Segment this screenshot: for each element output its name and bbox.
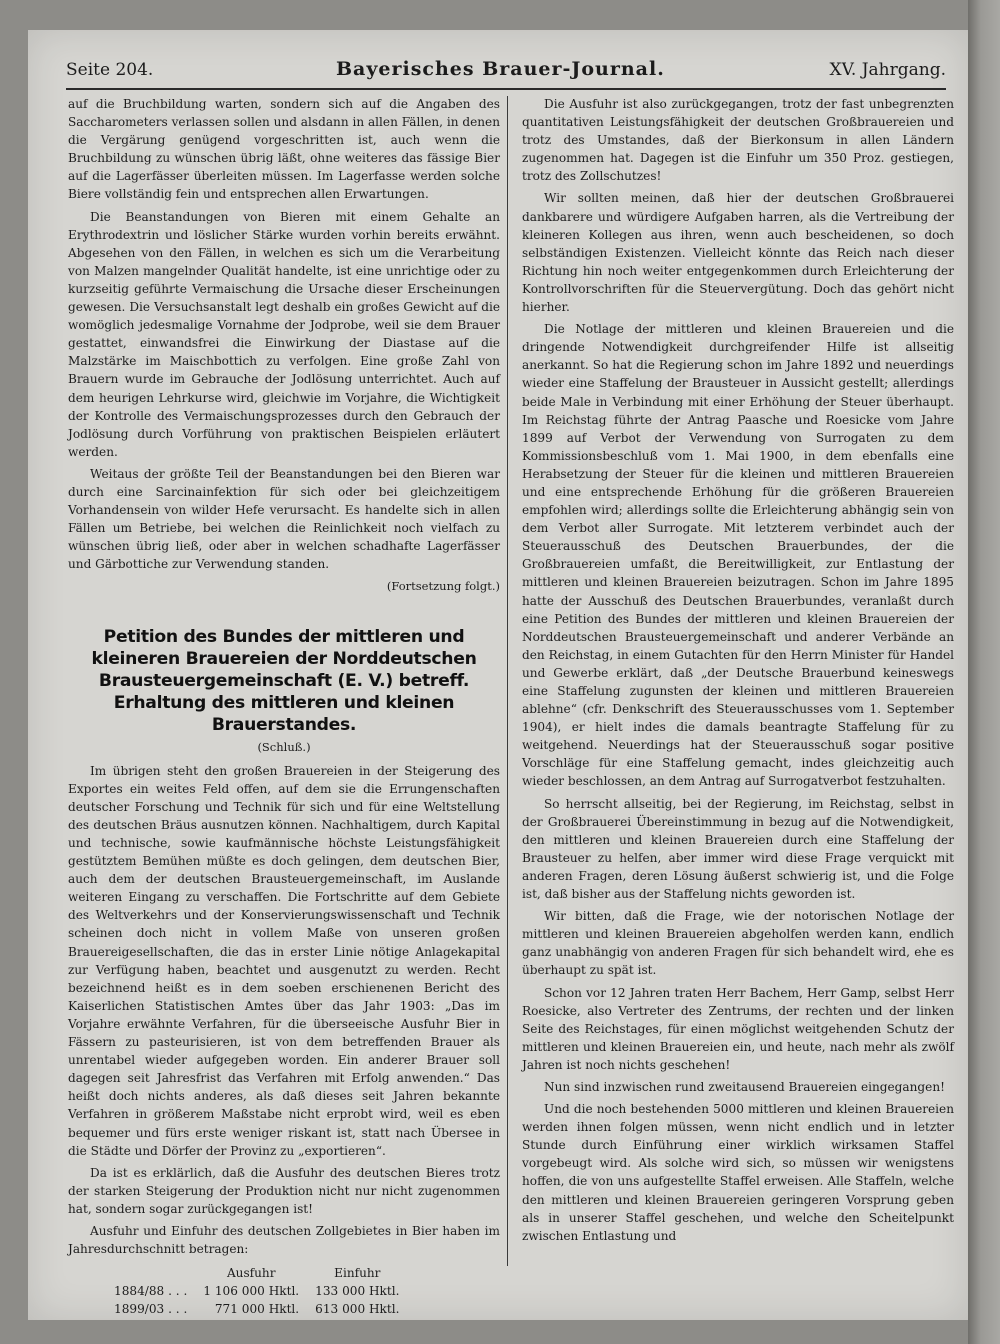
paragraph: Weitaus der größte Teil der Beanstandungen bei den Bieren war durch eine Sarcinainfektion für sich oder bei gleichzeitigem Vorhandensein von wilder Hefe verursacht. Es handelte sich in allen Fällen um Betriebe, bei welchen die Reinlichkeit noch vielfach zu wünschen übrig ließ, oder aber in welchen schadhafte Lagerfässer und Gärbottiche zur Verwendung standen. — [68, 466, 500, 572]
volume-label: XV. Jahrgang. — [829, 60, 946, 80]
table-row — [106, 1300, 407, 1318]
table-header: Ausfuhr — [226, 1266, 276, 1281]
period-cell: 1899/03 . . . — [114, 1302, 188, 1317]
conclusion-note: (Schluß.) — [257, 739, 311, 754]
article-title: Petition des Bundes der mittleren und kleineren Brauereien der Norddeutschen Brausteuergemeinschaft (E. V.) betreff. Erhaltung des mittleren und kleinen Brauerstandes. — [91, 626, 477, 735]
table-header-row — [106, 1264, 407, 1282]
page-number: Seite 204. — [66, 60, 154, 80]
paragraph: Wir sollten meinen, daß hier der deutschen Großbrauerei dankbarere und würdigere Aufgaben harren, als die Vertreibung der kleineren Kollegen aus ihren, wenn auch bescheidenen, so doch selbständigen Existenzen. Vielleicht könnte das Reich nach dieser Richtung hin noch weiter entgegenkommen durch Erleichterung der Kontrollvorschriften für die Steuervergütung. Doch das gehört nicht hierher. — [522, 191, 954, 315]
period-cell: 1884/88 . . . — [114, 1284, 188, 1299]
beer-trade-table — [106, 1264, 407, 1318]
continued-note: (Fortsetzung folgt.) — [386, 579, 500, 594]
journal-title: Bayerisches Brauer-Journal. — [336, 58, 665, 80]
page-header — [66, 56, 946, 86]
paragraph: Und die noch bestehenden 5000 mittleren und kleinen Brauereien werden ihnen folgen müssen, wenn nicht endlich und in letzter Stunde durch Einführung einer wirklich wirksamen Staffel vorgebeugt wird. Als solche wird sich, so müssen wir wenigstens hoffen, die von uns aufgestellte Staffel erweisen. Alle Staffeln, welche den mittleren und kleinen Brauereien geringeren Vorsprung geben als in unserer Staffel geschehen, und welche den Scheitelpunkt zwischen Entlastung und — [522, 1102, 954, 1243]
header-rule — [66, 88, 946, 90]
paragraph: Wir bitten, daß die Frage, wie der notorischen Notlage der mittleren und kleinen Brauereien abgeholfen werden kann, endlich ganz unabhängig von anderen Fragen für sich behandelt wird, ehe es überhaupt zu spät ist. — [522, 909, 954, 978]
table-header — [106, 1264, 195, 1282]
table-row — [106, 1282, 407, 1300]
paragraph: Da ist es erklärlich, daß die Ausfuhr des deutschen Bieres trotz der starken Steigerung der Produktion nicht nur nicht zugenommen hat, sondern sogar zurückgegangen ist! — [68, 1165, 500, 1216]
paragraph: Ausfuhr und Einfuhr des deutschen Zollgebietes in Bier haben im Jahresdurchschnitt betragen: — [68, 1223, 500, 1257]
export-cell: 1 106 000 Hktl. — [203, 1284, 300, 1299]
left-column — [68, 95, 500, 1318]
paragraph: Die Beanstandungen von Bieren mit einem Gehalte an Erythrodextrin und löslicher Stärke wurden vorhin bereits erwähnt. Abgesehen von den Fällen, in welchen es sich um die Verarbeitung von Malzen mangelnder Qualität handelte, ist eine unrichtige oder zu kurzseitig geführte Vermaischung die Ursache dieser Erscheinungen gewesen. Die Versuchsanstalt legt deshalb ein großes Gewicht auf die womöglich jedesmalige Vornahme der Jodprobe, weil sie dem Brauer gestattet, einwandsfrei die Einwirkung der Diastase auf die Malzstärke im Maischbottich zu verfolgen. Eine große Zahl von Brauern wurde im Gebrauche der Jodlösung unterrichtet. Auch auf dem heurigen Lehrkurse wird, gleichwie im Vorjahre, die Wichtigkeit der Kontrolle des Vermaischungsprozesses durch den Gebrauch der Jodlösung durch Vorführung von praktischen Beispielen erläutert werden. — [68, 209, 500, 459]
paragraph: So herrscht allseitig, bei der Regierung, im Reichstag, selbst in der Großbrauerei Übereinstimmung in bezug auf die Notwendigkeit, den mittleren und kleinen Brauereien durch eine Staffelung der Brausteuer zu helfen, aber immer wird diese Frage verquickt mit anderen Fragen, deren Lösung äußerst schwierig ist, und die Folge ist, daß bisher aus der Staffelung nichts geworden ist. — [522, 796, 954, 902]
export-cell: 771 000 Hktl. — [214, 1302, 300, 1317]
import-cell: 133 000 Hktl. — [315, 1284, 400, 1299]
import-cell: 613 000 Hktl. — [315, 1302, 400, 1317]
binding-edge — [968, 0, 1000, 1344]
paragraph: Die Notlage der mittleren und kleinen Brauereien und die dringende Notwendigkeit durchgreifender Hilfe ist allseitig anerkannt. So hat die Regierung schon im Jahre 1892 und neuerdings wieder eine Staffelung der Brausteuer in Aussicht gestellt; allerdings beide Male in Verbindung mit einer Erhöhung der Steuer überhaupt. Im Reichstag führte der Antrag Paasche und Roesicke vom Jahre 1899 auf Verbot der Verwendung von Surrogaten zu dem Kommissionsbeschluß vom 1. Mai 1900, in dem ebenfalls eine Herabsetzung der Steuer für die kleinen und mittleren Brauereien und eine entsprechende Erhöhung für die größeren Brauereien empfohlen wird; allerdings sollte die Erleichterung abhängig sein von dem Verbot aller Surrogate. Mit letzterem verbindet auch der Steuerausschuß des Deutschen Brauerbundes, der die Großbrauereien umfaßt, die Bereitwilligkeit, zur Entlastung der mittleren und kleinen Brauereien beizutragen. Schon im Jahre 1895 hatte der Ausschuß des Deutschen Brauerbundes, veranlaßt durch eine Petition des Bundes der mittleren und kleinen Brauereien der Norddeutschen Brausteuergemeinschaft und anderer Verbände an den Reichstag, in einem Gutachten für den Herrn Minister für Handel und Gewerbe erklärt, daß „der Deutsche Brauerbund keineswegs eine Staffelung zugunsten der kleinen und mittleren Brauereien ablehne“ (cfr. Denkschrift des Steuerausschusses vom 1. September 1904), er hielt indes die damals beantragte Staffelung für zu weitgehend. Neuerdings hat der Steuerausschuß sogar positive Vorschläge für eine Staffelung gemacht, indes gleichzeitig auch wieder beschlossen, an dem Antrag auf Surrogatverbot festzuhalten. — [522, 322, 954, 789]
paragraph: Nun sind inzwischen rund zweitausend Brauereien eingegangen! — [544, 1079, 945, 1094]
paragraph: Im übrigen steht den großen Brauereien in der Steigerung des Exportes ein weites Feld offen, auf dem sie die Errungenschaften deutscher Forschung und Technik für sich und für eine Weltstellung des deutschen Bräus ausnutzen können. Nachhaltigem, durch Kapital und technische, sowie kaufmännische höchste Leistungsfähigkeit gestütztem Bemühen müßte es doch gelingen, dem deutschen Bier, auch dem der deutschen Brausteuergemeinschaft, im Auslande weiteren Eingang zu verschaffen. Die Fortschritte auf dem Gebiete des Weltverkehrs und der Konservierungswissenschaft und Technik scheinen doch nicht in vollem Maße von unseren großen Brauereigesellschaften, die das in erster Linie nötige Anlagekapital zur Verfügung haben, beachtet und ausgenutzt zu werden. Recht bezeichnend heißt es in dem soeben erschienenen Bericht des Kaiserlichen Statistischen Amtes über das Jahr 1903: „Das im Vorjahre erwähnte Verfahren, für die überseeische Ausfuhr Bier in Fässern zu pasteurisieren, ist von dem betreffenden Brauer als unrentabel wieder aufgegeben worden. Ein anderer Brauer soll dagegen seit Jahresfrist das Verfahren mit Erfolg anwenden.“ Das heißt doch nichts anderes, als daß dieses seit Jahren bekannte Verfahren in größerem Maßstabe nicht erprobt wird, weil es eben bequemer und fürs erste weniger riskant ist, statt nach Übersee in die Städte und Dörfer der Provinz zu „exportieren“. — [68, 763, 500, 1158]
paragraph: auf die Bruchbildung warten, sondern sich auf die Angaben des Saccharometers verlassen sollen und alsdann in allen Fällen, in denen die Vergärung genügend vorgeschritten ist, auch wenn die Bruchbildung zu wünschen übrig läßt, ohne weiteres das fässige Bier auf die Lagerfässer überleiten müssen. Im Lagerfasse werden solche Biere vollständig fein und entsprechen allen Erwartungen. — [68, 97, 500, 202]
paragraph: Schon vor 12 Jahren traten Herr Bachem, Herr Gamp, selbst Herr Roesicke, also Vertreter des Zentrums, der rechten und der linken Seite des Reichstages, für einen möglichst weitgehenden Schutz der mittleren und kleinen Brauereien ein, und heute, nach mehr als zwölf Jahren ist noch nichts geschehen! — [522, 985, 954, 1072]
paragraph: Die Ausfuhr ist also zurückgegangen, trotz der fast unbegrenzten quantitativen Leistungsfähigkeit der deutschen Großbrauereien und trotz des Umstandes, daß der Bierkonsum in allen Ländern zugenommen hat. Dagegen ist die Einfuhr um 350 Proz. gestiegen, trotz des Zollschutzes! — [522, 97, 954, 184]
right-column — [522, 95, 954, 1249]
table-header: Einfuhr — [334, 1266, 381, 1281]
column-divider — [507, 96, 508, 1266]
